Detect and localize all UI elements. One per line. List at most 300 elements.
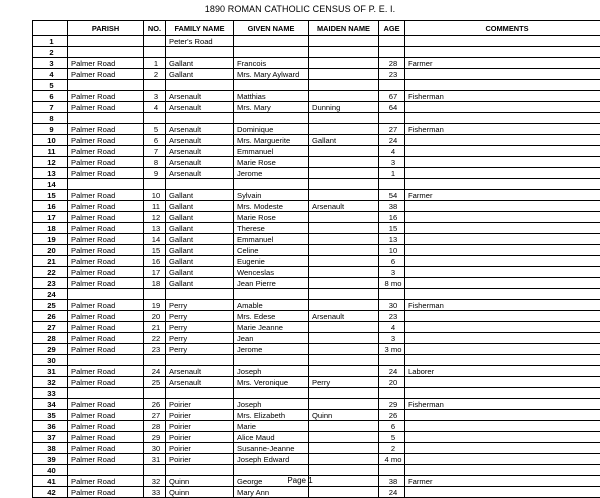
family-name-cell: Gallant [166,256,234,267]
table-row [33,300,600,311]
age-cell: 3 mo [379,344,405,355]
table-row [33,36,600,47]
table-row [33,388,600,399]
row-number: 30 [33,355,68,366]
row-number: 18 [33,223,68,234]
table-row [33,113,600,124]
maiden-name-cell [309,355,379,366]
comments-cell [405,135,600,146]
parish-cell [68,179,144,190]
parish-cell: Palmer Road [68,223,144,234]
family-name-cell: Perry [166,322,234,333]
maiden-name-cell [309,344,379,355]
parish-cell: Palmer Road [68,146,144,157]
household-number-cell: 4 [144,102,166,113]
table-row [33,311,600,322]
household-number-cell: 13 [144,223,166,234]
given-name-cell: Amable [234,300,309,311]
given-name-cell [234,388,309,399]
maiden-name-cell [309,168,379,179]
parish-cell: Palmer Road [68,190,144,201]
parish-cell: Palmer Road [68,212,144,223]
row-number: 22 [33,267,68,278]
household-number-cell: 26 [144,399,166,410]
family-name-cell: Gallant [166,267,234,278]
household-number-cell [144,80,166,91]
given-name-cell: Emmanuel [234,146,309,157]
given-name-cell: Dominique [234,124,309,135]
family-name-cell: Quinn [166,476,234,487]
row-number: 39 [33,454,68,465]
household-number-cell: 2 [144,69,166,80]
comments-cell: Fisherman [405,399,600,410]
comments-cell [405,487,600,498]
age-cell: 27 [379,124,405,135]
age-cell [379,80,405,91]
family-name-cell: Arsenault [166,366,234,377]
age-cell: 54 [379,190,405,201]
row-number: 2 [33,47,68,58]
table-row [33,47,600,58]
household-number-cell: 12 [144,212,166,223]
maiden-name-cell [309,333,379,344]
parish-cell: Palmer Road [68,454,144,465]
given-name-cell: Susanne-Jeanne [234,443,309,454]
parish-cell: Palmer Road [68,201,144,212]
table-row [33,432,600,443]
age-cell [379,113,405,124]
given-name-cell [234,179,309,190]
household-number-cell: 24 [144,366,166,377]
row-number: 1 [33,36,68,47]
parish-cell: Palmer Road [68,377,144,388]
maiden-name-cell [309,190,379,201]
header-row [33,21,600,36]
parish-cell: Palmer Road [68,311,144,322]
parish-cell: Palmer Road [68,300,144,311]
parish-cell: Palmer Road [68,333,144,344]
family-name-cell [166,465,234,476]
maiden-name-cell [309,432,379,443]
maiden-name-cell [309,146,379,157]
given-name-cell: Mrs. Mary [234,102,309,113]
table-row [33,146,600,157]
row-number: 37 [33,432,68,443]
maiden-name-cell [309,58,379,69]
parish-cell: Palmer Road [68,432,144,443]
family-name-cell: Poirier [166,421,234,432]
parish-cell: Palmer Road [68,410,144,421]
maiden-name-cell [309,36,379,47]
parish-cell: Palmer Road [68,366,144,377]
household-number-cell: 17 [144,267,166,278]
given-name-cell: Emmanuel [234,234,309,245]
row-number: 28 [33,333,68,344]
row-number: 15 [33,190,68,201]
household-number-cell: 6 [144,135,166,146]
family-name-cell: Arsenault [166,102,234,113]
table-row [33,344,600,355]
row-number: 8 [33,113,68,124]
row-number: 5 [33,80,68,91]
comments-cell [405,454,600,465]
given-name-cell: Joseph Edward [234,454,309,465]
parish-cell: Palmer Road [68,69,144,80]
family-name-cell: Arsenault [166,135,234,146]
age-cell: 8 mo [379,278,405,289]
household-number-cell: 15 [144,245,166,256]
maiden-name-cell [309,443,379,454]
maiden-name-cell [309,322,379,333]
row-number: 12 [33,157,68,168]
age-cell: 23 [379,69,405,80]
table-row [33,135,600,146]
comments-cell [405,102,600,113]
comments-cell [405,377,600,388]
household-number-cell: 21 [144,322,166,333]
maiden-name-cell [309,157,379,168]
parish-cell: Palmer Road [68,487,144,498]
family-name-cell: Perry [166,311,234,322]
parish-cell: Palmer Road [68,58,144,69]
family-name-cell: Quinn [166,487,234,498]
household-number-cell: 29 [144,432,166,443]
parish-cell: Palmer Road [68,421,144,432]
age-cell: 4 [379,322,405,333]
parish-cell: Palmer Road [68,344,144,355]
comments-cell [405,168,600,179]
header-given-name: GIVEN NAME [234,21,309,36]
table-row [33,355,600,366]
age-cell: 3 [379,267,405,278]
age-cell: 16 [379,212,405,223]
table-row [33,124,600,135]
family-name-cell: Arsenault [166,146,234,157]
household-number-cell: 10 [144,190,166,201]
age-cell: 1 [379,168,405,179]
household-number-cell: 5 [144,124,166,135]
family-name-cell: Poirier [166,454,234,465]
maiden-name-cell [309,223,379,234]
parish-cell: Palmer Road [68,476,144,487]
table-row [33,289,600,300]
parish-cell: Palmer Road [68,157,144,168]
row-number: 34 [33,399,68,410]
table-row [33,333,600,344]
table-row [33,212,600,223]
given-name-cell: Jean Pierre [234,278,309,289]
maiden-name-cell [309,388,379,399]
family-name-cell: Arsenault [166,157,234,168]
maiden-name-cell [309,69,379,80]
row-number: 41 [33,476,68,487]
household-number-cell: 7 [144,146,166,157]
maiden-name-cell [309,234,379,245]
row-number: 38 [33,443,68,454]
header-no: NO. [144,21,166,36]
age-cell [379,388,405,399]
header-family-name: FAMILY NAME [166,21,234,36]
maiden-name-cell [309,113,379,124]
family-name-cell: Poirier [166,399,234,410]
table-row [33,234,600,245]
given-name-cell: Therese [234,223,309,234]
row-number: 31 [33,366,68,377]
parish-cell: Palmer Road [68,443,144,454]
row-number: 40 [33,465,68,476]
given-name-cell [234,80,309,91]
age-cell: 20 [379,377,405,388]
household-number-cell: 33 [144,487,166,498]
household-number-cell [144,355,166,366]
maiden-name-cell [309,278,379,289]
comments-cell [405,157,600,168]
table-row [33,190,600,201]
family-name-cell: Arsenault [166,91,234,102]
family-name-cell: Gallant [166,278,234,289]
parish-cell [68,36,144,47]
maiden-name-cell: Arsenault [309,201,379,212]
table-row [33,102,600,113]
household-number-cell: 3 [144,91,166,102]
household-number-cell: 1 [144,58,166,69]
household-number-cell: 23 [144,344,166,355]
comments-cell [405,443,600,454]
given-name-cell: Celine [234,245,309,256]
given-name-cell: Alice Maud [234,432,309,443]
parish-cell: Palmer Road [68,234,144,245]
given-name-cell: Marie Rose [234,212,309,223]
given-name-cell: Marie Rose [234,157,309,168]
given-name-cell: Mrs. Modeste [234,201,309,212]
row-number: 6 [33,91,68,102]
table-row [33,399,600,410]
age-cell: 67 [379,91,405,102]
age-cell: 26 [379,410,405,421]
maiden-name-cell: Gallant [309,135,379,146]
table-row [33,245,600,256]
row-number: 10 [33,135,68,146]
maiden-name-cell: Dunning [309,102,379,113]
maiden-name-cell [309,366,379,377]
comments-cell [405,278,600,289]
maiden-name-cell [309,91,379,102]
comments-cell [405,421,600,432]
given-name-cell [234,355,309,366]
row-number: 14 [33,179,68,190]
table-row [33,168,600,179]
row-number: 13 [33,168,68,179]
household-number-cell: 30 [144,443,166,454]
age-cell [379,36,405,47]
age-cell [379,179,405,190]
table-row [33,487,600,498]
row-number: 7 [33,102,68,113]
maiden-name-cell [309,300,379,311]
parish-cell: Palmer Road [68,91,144,102]
table-row [33,179,600,190]
household-number-cell [144,179,166,190]
age-cell [379,355,405,366]
comments-cell: Farmer [405,58,600,69]
table-row [33,366,600,377]
family-name-cell [166,388,234,399]
household-number-cell: 8 [144,157,166,168]
table-row [33,58,600,69]
comments-cell [405,80,600,91]
row-number: 29 [33,344,68,355]
comments-cell [405,388,600,399]
table-row [33,201,600,212]
row-number: 16 [33,201,68,212]
age-cell: 24 [379,366,405,377]
maiden-name-cell: Perry [309,377,379,388]
family-name-cell [166,113,234,124]
family-name-cell: Gallant [166,223,234,234]
age-cell: 30 [379,300,405,311]
given-name-cell: Mrs. Veronique [234,377,309,388]
comments-cell [405,47,600,58]
table-row [33,465,600,476]
given-name-cell: Jerome [234,168,309,179]
family-name-cell: Gallant [166,245,234,256]
comments-cell: Laborer [405,366,600,377]
table-row [33,69,600,80]
maiden-name-cell: Quinn [309,410,379,421]
comments-cell [405,212,600,223]
age-cell: 64 [379,102,405,113]
family-name-cell [166,47,234,58]
given-name-cell: Jean [234,333,309,344]
family-name-cell: Peter's Road [166,36,234,47]
family-name-cell: Gallant [166,58,234,69]
given-name-cell: Eugenie [234,256,309,267]
age-cell: 38 [379,201,405,212]
age-cell: 24 [379,135,405,146]
row-number: 35 [33,410,68,421]
maiden-name-cell [309,267,379,278]
parish-cell [68,355,144,366]
table-row [33,410,600,421]
household-number-cell: 19 [144,300,166,311]
table-row [33,157,600,168]
given-name-cell: Francois [234,58,309,69]
parish-cell: Palmer Road [68,256,144,267]
header-maiden-name: MAIDEN NAME [309,21,379,36]
row-number: 3 [33,58,68,69]
household-number-cell [144,465,166,476]
page-footer: Page 1 [0,476,600,485]
given-name-cell [234,289,309,300]
parish-cell [68,465,144,476]
given-name-cell: Marie [234,421,309,432]
comments-cell [405,465,600,476]
household-number-cell [144,388,166,399]
parish-cell: Palmer Road [68,278,144,289]
maiden-name-cell: Arsenault [309,311,379,322]
given-name-cell: Matthias [234,91,309,102]
maiden-name-cell [309,47,379,58]
age-cell: 28 [379,58,405,69]
maiden-name-cell [309,124,379,135]
maiden-name-cell [309,289,379,300]
age-cell: 13 [379,234,405,245]
comments-cell [405,355,600,366]
comments-cell [405,201,600,212]
age-cell: 15 [379,223,405,234]
header-rownum [33,21,68,36]
document-title: 1890 ROMAN CATHOLIC CENSUS OF P. E. I. [0,4,600,14]
parish-cell: Palmer Road [68,245,144,256]
comments-cell [405,322,600,333]
parish-cell [68,47,144,58]
table-row [33,421,600,432]
table-row [33,91,600,102]
maiden-name-cell [309,465,379,476]
row-number: 42 [33,487,68,498]
row-number: 11 [33,146,68,157]
age-cell: 3 [379,157,405,168]
comments-cell [405,234,600,245]
family-name-cell: Gallant [166,190,234,201]
family-name-cell: Poirier [166,432,234,443]
comments-cell [405,113,600,124]
age-cell: 4 mo [379,454,405,465]
given-name-cell: Mrs. Marguerite [234,135,309,146]
row-number: 9 [33,124,68,135]
parish-cell: Palmer Road [68,168,144,179]
household-number-cell [144,36,166,47]
comments-cell [405,223,600,234]
age-cell: 29 [379,399,405,410]
family-name-cell: Perry [166,344,234,355]
household-number-cell: 18 [144,278,166,289]
household-number-cell: 9 [144,168,166,179]
comments-cell [405,410,600,421]
household-number-cell [144,113,166,124]
maiden-name-cell [309,245,379,256]
family-name-cell [166,80,234,91]
family-name-cell: Perry [166,333,234,344]
family-name-cell: Gallant [166,212,234,223]
maiden-name-cell [309,399,379,410]
comments-cell [405,311,600,322]
comments-cell [405,344,600,355]
given-name-cell [234,47,309,58]
age-cell [379,47,405,58]
row-number: 25 [33,300,68,311]
age-cell: 24 [379,487,405,498]
maiden-name-cell [309,179,379,190]
given-name-cell [234,113,309,124]
given-name-cell: Joseph [234,366,309,377]
household-number-cell [144,47,166,58]
given-name-cell: Joseph [234,399,309,410]
given-name-cell: Wenceslas [234,267,309,278]
age-cell: 6 [379,256,405,267]
given-name-cell [234,36,309,47]
maiden-name-cell [309,80,379,91]
comments-cell: Farmer [405,190,600,201]
row-number: 21 [33,256,68,267]
age-cell [379,465,405,476]
age-cell: 10 [379,245,405,256]
parish-cell [68,80,144,91]
given-name-cell: Sylvain [234,190,309,201]
given-name-cell [234,465,309,476]
table-row [33,454,600,465]
family-name-cell: Perry [166,300,234,311]
